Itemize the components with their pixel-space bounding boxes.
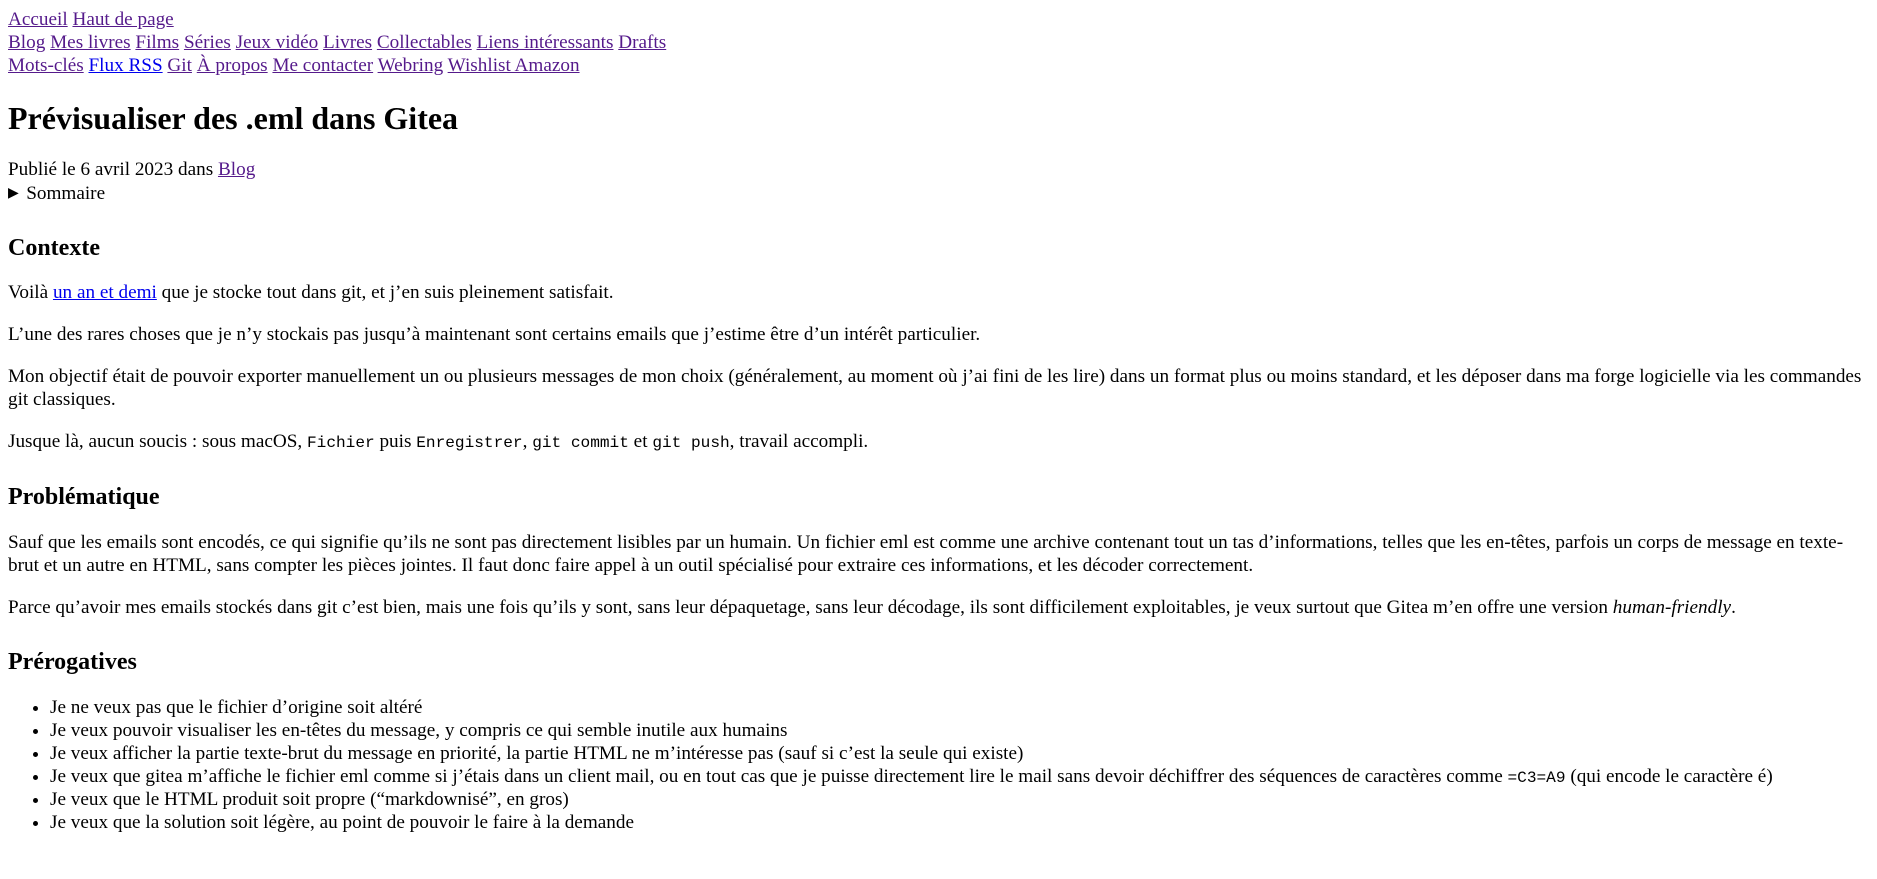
list-item: • Je ne veux pas que le fichier d’origine soit altéré: [50, 696, 1869, 719]
publish-meta: [8, 158, 1869, 181]
inline-code: =C3=A9: [1507, 768, 1566, 787]
top-nav: [8, 8, 1869, 77]
text-run: puis: [374, 431, 417, 453]
nav-link-livres[interactable]: Livres: [323, 32, 373, 54]
text-run: (qui encode le caractère é): [1565, 765, 1773, 787]
text-run: , travail accompli.: [729, 431, 869, 453]
nav-line-2: [8, 31, 1869, 54]
paragraph: Mon objectif était de pouvoir exporter manuellement un ou plusieurs messages de mon choix (généralement, au moment où j’ai fini de les lire) dans un format plus ou moins standard, et les déposer dans ma forge logicielle via les commandes git classiques.: [8, 366, 1862, 411]
text-run: et: [628, 431, 653, 453]
nav-link-accueil[interactable]: Accueil: [8, 9, 68, 30]
toc-summary[interactable]: [8, 182, 1869, 205]
nav-link-jeux-video[interactable]: Jeux vidéo: [235, 32, 319, 54]
nav-link-collectables[interactable]: Collectables: [376, 32, 472, 54]
emphasis-text: human-friendly: [1612, 596, 1732, 618]
text-run: que je stocke tout dans git, et j’en suis pleinement satisfait.: [156, 282, 614, 304]
disclosure-triangle-icon: ▶: [8, 185, 19, 201]
section-heading-problematique: Problématique: [8, 483, 160, 510]
nav-link-series[interactable]: Séries: [183, 32, 231, 54]
inline-code: Enregistrer: [416, 434, 523, 453]
meta-blog-link[interactable]: Blog: [217, 159, 256, 181]
inline-code: git commit: [532, 434, 629, 453]
text-run: .: [1731, 596, 1736, 618]
inline-code: Fichier: [306, 434, 375, 453]
paragraph: L’une des rares choses que je n’y stockais pas jusqu’à maintenant sont certains emails que j’estime être d’un intérêt particulier.: [8, 324, 981, 346]
nav-link-flux-rss[interactable]: Flux RSS: [88, 55, 163, 77]
text-run: Parce qu’avoir mes emails stockés dans git c’est bien, mais une fois qu’ils y sont, sans leur dépaquetage, sans leur décodage, ils sont difficilement exploitables, je veux surtout que Gitea m’en offre une version: [8, 596, 1613, 618]
list-item: • Je veux que le HTML produit soit propre (“markdownisé”, en gros): [50, 788, 1869, 811]
paragraph: [8, 281, 1869, 304]
list-item: • Je veux afficher la partie texte-brut du message en priorité, la partie HTML ne m’intéresse pas (sauf si c’est la seule qui existe): [50, 742, 1869, 765]
page-title: Prévisualiser des .eml dans Gitea: [8, 100, 459, 137]
nav-line-1: [8, 8, 1869, 31]
section-heading-contexte: Contexte: [8, 234, 100, 261]
nav-link-liens-interessants[interactable]: Liens intéressants: [476, 32, 614, 54]
text-run: ,: [522, 431, 533, 453]
nav-link-haut-de-page[interactable]: Haut de page: [72, 9, 174, 30]
section-prerogatives: [8, 648, 1869, 834]
list-item: [50, 765, 1869, 788]
prerogatives-list: [8, 696, 1869, 835]
paragraph: [8, 430, 1869, 453]
section-contexte: [8, 234, 1869, 454]
text-run: Jusque là, aucun soucis : sous macOS,: [8, 431, 307, 453]
table-of-contents: [8, 182, 1869, 205]
nav-link-me-contacter[interactable]: Me contacter: [272, 55, 374, 77]
nav-link-wishlist-amazon[interactable]: Wishlist Amazon: [447, 55, 580, 77]
nav-link-a-propos[interactable]: À propos: [196, 55, 268, 77]
nav-link-mes-livres[interactable]: Mes livres: [50, 32, 131, 54]
paragraph: Sauf que les emails sont encodés, ce qui signifie qu’ils ne sont pas directement lisibles par un humain. Un fichier eml est comme une archive contenant tout un tas d’informations, telles que les en-têtes, parfois un corps de message en texte-brut et un autre en HTML, sans compter les pièces jointes. Il faut donc faire appel à un outil spécialisé pour extraire ces informations, et les décoder correctement.: [8, 531, 1844, 576]
text-run: Voilà: [8, 282, 53, 304]
un-an-et-demi-link[interactable]: un an et demi: [52, 282, 157, 304]
nav-line-3: [8, 54, 1869, 77]
nav-link-drafts[interactable]: Drafts: [618, 32, 667, 54]
publish-meta-text: Publié le 6 avril 2023 dans: [8, 159, 218, 181]
nav-link-blog[interactable]: Blog: [8, 32, 46, 54]
section-heading-prerogatives: Prérogatives: [8, 648, 137, 675]
nav-link-git[interactable]: Git: [167, 55, 192, 77]
paragraph: [8, 596, 1869, 619]
article: [8, 99, 1869, 834]
toc-summary-label: Sommaire: [26, 182, 106, 204]
list-item: • Je veux pouvoir visualiser les en-têtes du message, y compris ce qui semble inutile aux humains: [50, 719, 1869, 742]
nav-link-films[interactable]: Films: [135, 32, 180, 54]
nav-link-mots-cles[interactable]: Mots-clés: [8, 55, 84, 77]
nav-link-webring[interactable]: Webring: [377, 55, 444, 77]
section-problematique: [8, 483, 1869, 619]
text-run: Je veux que gitea m’affiche le fichier eml comme si j’étais dans un client mail, ou en tout cas que je puisse directement lire le mail sans devoir déchiffrer des séquences de caractères comme: [50, 765, 1508, 787]
list-item: • Je veux que la solution soit légère, au point de pouvoir le faire à la demande: [50, 811, 1869, 834]
inline-code: git push: [652, 434, 730, 453]
